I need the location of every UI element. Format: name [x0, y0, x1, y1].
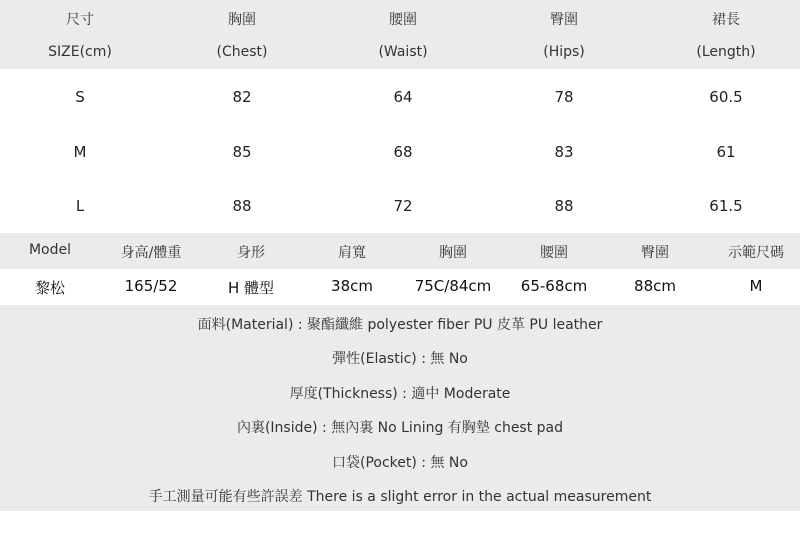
waist-header-zh: 腰圍 [389, 12, 417, 28]
fabric-info-band [0, 305, 800, 511]
size-cell: L [75, 197, 85, 215]
waist-cell: 72 [393, 197, 413, 215]
model-name: 黎松 [34, 279, 66, 297]
waist-cell: 64 [393, 88, 413, 106]
size-header-zh: 尺寸 [66, 12, 94, 28]
length-cell: 61 [716, 143, 736, 161]
length-header-en: (Length) [696, 44, 756, 60]
waist-value: 65-68cm [520, 277, 588, 295]
hips-header: 臀圍 [641, 245, 669, 261]
waist-cell: 68 [393, 143, 413, 161]
hips-cell: 78 [554, 88, 574, 106]
body-shape-value: H 體型 [227, 279, 275, 297]
size-cell: M [73, 143, 87, 161]
elastic-info: 彈性(Elastic) : 無 No [332, 351, 468, 367]
chest-header: 胸圍 [439, 245, 467, 261]
chest-header-zh: 胸圍 [228, 12, 256, 28]
height-weight-value: 165/52 [124, 277, 178, 295]
chest-cell: 82 [232, 88, 252, 106]
height-weight-header: 身高/體重 [120, 245, 182, 261]
material-info: 面料(Material) : 聚酯纖維 polyester fiber PU 皮革 PU leather [197, 317, 603, 333]
waist-header: 腰圍 [540, 245, 568, 261]
hips-cell: 83 [554, 143, 574, 161]
body-shape-header: 身形 [237, 245, 265, 261]
measurement-note: 手工測量可能有些許誤差 There is a slight error in the actual measurement [148, 489, 652, 505]
chest-cell: 85 [232, 143, 252, 161]
chest-header-en: (Chest) [216, 44, 268, 60]
hips-header-en: (Hips) [543, 44, 585, 60]
thickness-info: 厚度(Thickness) : 適中 Moderate [289, 386, 511, 402]
inside-info: 內裏(Inside) : 無內裏 No Lining 有胸墊 chest pad [236, 420, 564, 436]
chest-cell: 88 [232, 197, 252, 215]
shoulder-header: 肩寬 [338, 245, 366, 261]
hips-value: 88cm [634, 277, 676, 295]
pocket-info: 口袋(Pocket) : 無 No [332, 455, 468, 471]
size-cell: S [75, 88, 85, 106]
shoulder-value: 38cm [331, 277, 373, 295]
hips-cell: 88 [554, 197, 574, 215]
model-header: Model [28, 242, 72, 258]
waist-header-en: (Waist) [378, 44, 428, 60]
length-cell: 60.5 [709, 88, 743, 106]
sample-size-value: M [749, 277, 763, 295]
sample-size-header: 示範尺碼 [728, 245, 784, 261]
length-cell: 61.5 [709, 197, 743, 215]
size-header-en: SIZE(cm) [48, 44, 112, 60]
length-header-zh: 裙長 [712, 12, 740, 28]
chest-value: 75C/84cm [414, 277, 492, 295]
hips-header-zh: 臀圍 [550, 12, 578, 28]
